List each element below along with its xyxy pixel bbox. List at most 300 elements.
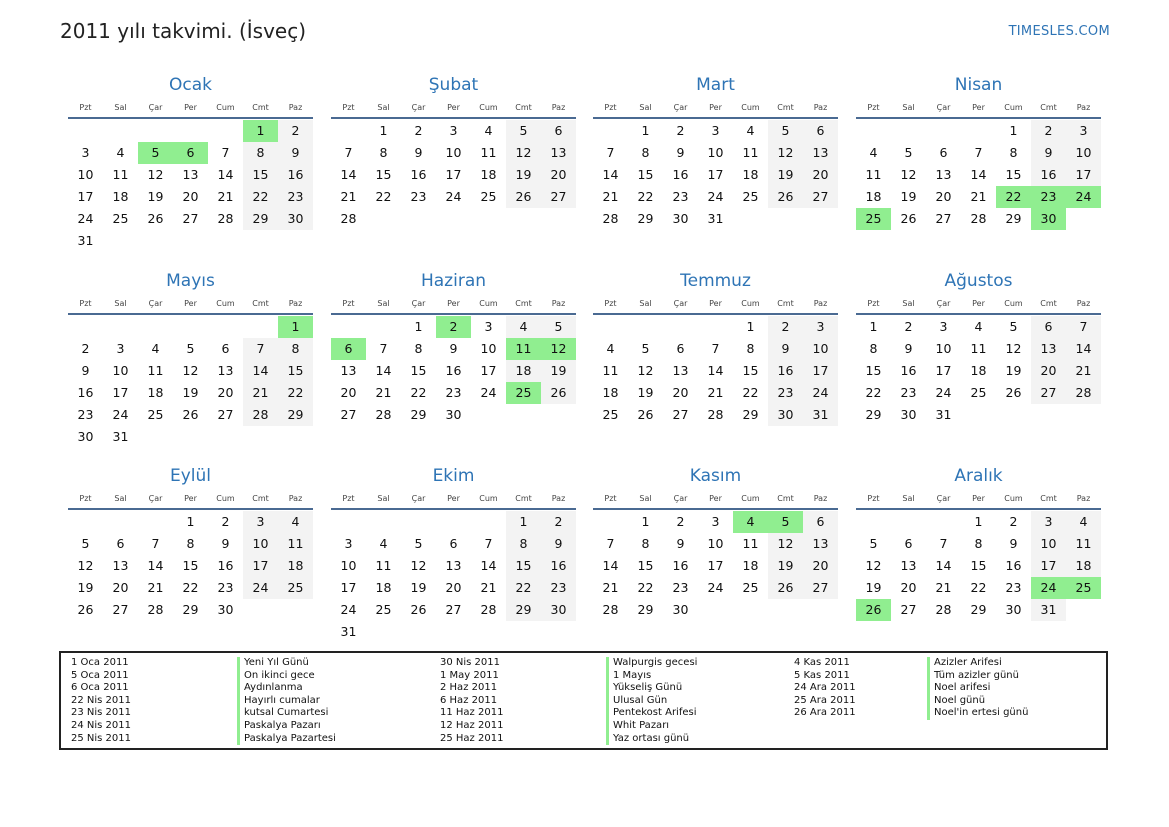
day-cell: 19 (637, 385, 654, 400)
legend-date: 5 Oca 2011 (71, 669, 129, 681)
empty-cell (138, 120, 173, 142)
legend-holiday-name: Hayırlı cumalar (237, 695, 320, 708)
empty-cell (138, 511, 173, 533)
day-cell: 18 (506, 360, 541, 382)
day-cell: 2 (676, 123, 685, 138)
day-cell: 19 (865, 580, 882, 595)
day-cell: 22 (865, 385, 882, 400)
day-cell: 25 (375, 602, 392, 617)
day-cell: 18 (278, 555, 313, 577)
day-cell: 13 (445, 558, 462, 573)
day-cell: 15 (865, 363, 882, 378)
day-cell: 18 (602, 385, 619, 400)
month-name: Ağustos (944, 271, 1013, 291)
holiday-day-cell: 23 (1031, 186, 1066, 208)
holiday-day-cell: 4 (733, 511, 768, 533)
holiday-day-cell: 30 (1031, 208, 1066, 230)
day-cell: 1 (1009, 123, 1018, 138)
weekday-label: Çar (148, 493, 163, 503)
day-cell: 29 (637, 602, 654, 617)
day-cell: 13 (541, 142, 576, 164)
day-cell: 3 (344, 536, 353, 551)
weekday-label: Pzt (79, 102, 92, 112)
day-cell: 21 (480, 580, 497, 595)
day-cell: 8 (974, 536, 983, 551)
weekday-label: Sal (114, 493, 127, 503)
legend-date: 24 Ara 2011 (794, 682, 856, 694)
day-cell: 14 (217, 167, 234, 182)
day-cell: 27 (803, 577, 838, 599)
empty-cell (856, 120, 891, 142)
day-cell: 1 (869, 319, 878, 334)
weekday-header (331, 97, 576, 119)
day-cell: 12 (410, 558, 427, 573)
day-cell: 12 (637, 363, 654, 378)
day-cell: 5 (541, 316, 576, 338)
day-cell: 27 (1031, 382, 1066, 404)
weekday-label: Paz (813, 493, 828, 503)
weekday-label: Cmt (515, 102, 532, 112)
day-cell: 17 (935, 363, 952, 378)
day-cell: 10 (340, 558, 357, 573)
legend-holiday-name: Noel'in ertesi günü (927, 707, 1028, 720)
day-grid (593, 511, 838, 621)
day-cell: 2 (278, 120, 313, 142)
day-cell: 17 (1066, 164, 1101, 186)
day-cell: 10 (77, 167, 94, 182)
weekday-label: Cum (216, 298, 235, 308)
weekday-label: Sal (639, 102, 652, 112)
day-cell: 26 (637, 407, 654, 422)
month-9 (68, 391, 313, 621)
weekday-label: Pzt (79, 298, 92, 308)
weekday-label: Cum (1004, 102, 1023, 112)
holiday-day-cell: 1 (243, 120, 278, 142)
legend-holiday-name: Paskalya Pazartesi (237, 733, 336, 746)
day-cell: 11 (970, 341, 987, 356)
holiday-day-cell: 26 (856, 599, 891, 621)
day-cell: 6 (803, 120, 838, 142)
day-cell: 25 (278, 577, 313, 599)
weekday-label: Paz (1076, 298, 1091, 308)
day-cell: 1 (186, 514, 195, 529)
day-cell: 20 (217, 385, 234, 400)
legend-date: 1 Oca 2011 (71, 657, 129, 668)
day-cell: 6 (939, 145, 948, 160)
weekday-label: Cum (1004, 298, 1023, 308)
weekday-header (856, 97, 1101, 119)
day-cell: 14 (147, 558, 164, 573)
day-cell: 13 (182, 167, 199, 182)
day-cell: 7 (974, 145, 983, 160)
day-cell: 9 (1031, 142, 1066, 164)
empty-cell (103, 120, 138, 142)
day-cell: 3 (116, 341, 125, 356)
day-cell: 7 (221, 145, 230, 160)
holiday-legend (59, 651, 1108, 750)
legend-date: 6 Haz 2011 (440, 694, 498, 706)
day-cell: 1 (974, 514, 983, 529)
day-cell: 22 (637, 580, 654, 595)
day-cell: 26 (768, 577, 803, 599)
day-cell: 2 (1009, 514, 1018, 529)
day-cell: 25 (480, 189, 497, 204)
day-cell: 29 (1005, 211, 1022, 226)
weekday-label: Pzt (79, 493, 92, 503)
day-cell: 10 (112, 363, 129, 378)
legend-date: 25 Haz 2011 (440, 732, 504, 744)
legend-holiday-name: Ulusal Gün (606, 695, 667, 708)
empty-cell (856, 511, 891, 533)
day-cell: 1 (379, 123, 388, 138)
weekday-label: Cum (741, 493, 760, 503)
empty-cell (366, 511, 401, 533)
weekday-label: Cum (479, 298, 498, 308)
day-cell: 9 (414, 145, 423, 160)
month-name: Kasım (689, 466, 742, 486)
day-cell: 19 (900, 189, 917, 204)
day-cell: 19 (506, 164, 541, 186)
day-cell: 15 (970, 558, 987, 573)
day-cell: 10 (1031, 533, 1066, 555)
day-cell: 20 (935, 189, 952, 204)
day-cell: 8 (278, 338, 313, 360)
day-cell: 29 (410, 407, 427, 422)
day-cell: 30 (1005, 602, 1022, 617)
day-cell: 27 (340, 407, 357, 422)
day-cell: 5 (414, 536, 423, 551)
day-cell: 27 (803, 186, 838, 208)
day-cell: 22 (742, 385, 759, 400)
holiday-day-cell: 24 (1031, 577, 1066, 599)
month-name: Şubat (428, 75, 479, 95)
day-cell: 26 (900, 211, 917, 226)
day-cell: 11 (278, 533, 313, 555)
day-cell: 28 (1066, 382, 1101, 404)
day-cell: 13 (112, 558, 129, 573)
day-cell: 24 (112, 407, 129, 422)
weekday-label: Paz (1076, 493, 1091, 503)
day-cell: 13 (672, 363, 689, 378)
legend-date: 1 May 2011 (440, 669, 499, 681)
brand-link[interactable]: TIMESLES.COM (1008, 24, 1110, 39)
weekday-label: Sal (377, 298, 390, 308)
day-cell: 11 (1066, 533, 1101, 555)
day-cell: 5 (506, 120, 541, 142)
day-cell: 15 (1005, 167, 1022, 182)
day-cell: 2 (541, 511, 576, 533)
day-cell: 5 (186, 341, 195, 356)
holiday-day-cell: 25 (856, 208, 891, 230)
day-cell: 27 (445, 602, 462, 617)
empty-cell (628, 316, 663, 338)
day-cell: 30 (672, 602, 689, 617)
day-cell: 7 (484, 536, 493, 551)
day-cell: 22 (410, 385, 427, 400)
day-cell: 15 (278, 360, 313, 382)
day-cell: 3 (243, 511, 278, 533)
legend-holiday-name: Whit Pazarı (606, 720, 669, 733)
day-cell: 23 (672, 189, 689, 204)
day-cell: 23 (410, 189, 427, 204)
day-cell: 12 (1005, 341, 1022, 356)
day-cell: 30 (77, 429, 94, 444)
day-cell: 24 (243, 577, 278, 599)
month-name: Eylül (169, 466, 212, 486)
day-cell: 2 (904, 319, 913, 334)
day-cell: 13 (803, 142, 838, 164)
day-cell: 21 (243, 382, 278, 404)
day-cell: 24 (340, 602, 357, 617)
weekday-label: Per (447, 298, 460, 308)
day-cell: 7 (379, 341, 388, 356)
weekday-label: Per (184, 493, 197, 503)
day-cell: 4 (379, 536, 388, 551)
weekday-label: Cmt (1040, 102, 1057, 112)
weekday-label: Çar (673, 298, 688, 308)
day-cell: 9 (1009, 536, 1018, 551)
day-cell: 10 (445, 145, 462, 160)
day-cell: 28 (243, 404, 278, 426)
day-cell: 24 (480, 385, 497, 400)
day-cell: 17 (803, 360, 838, 382)
weekday-label: Per (972, 493, 985, 503)
day-cell: 25 (742, 580, 759, 595)
day-cell: 24 (707, 189, 724, 204)
day-cell: 3 (711, 123, 720, 138)
day-cell: 9 (449, 341, 458, 356)
legend-holiday-name: Paskalya Pazarı (237, 720, 321, 733)
day-cell: 15 (375, 167, 392, 182)
day-cell: 13 (340, 363, 357, 378)
day-cell: 16 (672, 167, 689, 182)
day-cell: 11 (480, 145, 497, 160)
holiday-day-cell: 6 (331, 338, 366, 360)
day-cell: 28 (480, 602, 497, 617)
weekday-header (856, 488, 1101, 510)
day-cell: 27 (112, 602, 129, 617)
day-cell: 26 (506, 186, 541, 208)
day-cell: 6 (116, 536, 125, 551)
day-cell: 10 (803, 338, 838, 360)
holiday-day-cell: 1 (278, 316, 313, 338)
day-cell: 8 (1009, 145, 1018, 160)
day-cell: 3 (939, 319, 948, 334)
day-cell: 15 (637, 167, 654, 182)
legend-holiday-name: Aydınlanma (237, 682, 303, 695)
empty-cell (208, 120, 243, 142)
day-cell: 14 (1066, 338, 1101, 360)
day-cell: 8 (379, 145, 388, 160)
weekday-label: Çar (936, 493, 951, 503)
day-cell: 10 (707, 536, 724, 551)
day-cell: 17 (77, 189, 94, 204)
day-cell: 14 (602, 167, 619, 182)
day-cell: 4 (1066, 511, 1101, 533)
day-cell: 11 (742, 145, 759, 160)
day-cell: 21 (707, 385, 724, 400)
day-cell: 28 (602, 211, 619, 226)
day-cell: 28 (340, 211, 357, 226)
weekday-label: Per (972, 102, 985, 112)
day-cell: 16 (77, 385, 94, 400)
weekday-header (593, 293, 838, 315)
weekday-label: Cum (216, 493, 235, 503)
day-cell: 22 (637, 189, 654, 204)
weekday-label: Cmt (1040, 298, 1057, 308)
day-cell: 25 (970, 385, 987, 400)
day-cell: 26 (147, 211, 164, 226)
day-cell: 3 (484, 319, 493, 334)
weekday-label: Paz (551, 298, 566, 308)
day-cell: 15 (742, 363, 759, 378)
day-cell: 20 (803, 555, 838, 577)
day-cell: 19 (1005, 363, 1022, 378)
day-cell: 5 (768, 120, 803, 142)
day-cell: 10 (707, 145, 724, 160)
day-cell: 29 (742, 407, 759, 422)
day-cell: 17 (112, 385, 129, 400)
day-cell: 9 (676, 536, 685, 551)
day-cell: 24 (935, 385, 952, 400)
month-name: Temmuz (680, 271, 751, 291)
day-cell: 18 (1066, 555, 1101, 577)
empty-cell (401, 511, 436, 533)
day-cell: 24 (445, 189, 462, 204)
holiday-day-cell: 5 (768, 511, 803, 533)
day-cell: 18 (970, 363, 987, 378)
legend-holiday-name: Yaz ortası günü (606, 733, 689, 746)
empty-cell (698, 316, 733, 338)
day-cell: 11 (147, 363, 164, 378)
weekday-label: Sal (114, 102, 127, 112)
empty-cell (331, 316, 366, 338)
day-cell: 21 (1066, 360, 1101, 382)
weekday-label: Sal (377, 102, 390, 112)
day-cell: 13 (803, 533, 838, 555)
day-cell: 8 (641, 145, 650, 160)
weekday-label: Paz (813, 298, 828, 308)
day-cell: 22 (375, 189, 392, 204)
day-cell: 1 (641, 514, 650, 529)
weekday-label: Paz (288, 493, 303, 503)
day-cell: 27 (672, 407, 689, 422)
day-cell: 4 (606, 341, 615, 356)
empty-cell (103, 511, 138, 533)
month-name: Nisan (954, 75, 1003, 95)
month-name: Aralık (954, 466, 1003, 486)
day-cell: 3 (803, 316, 838, 338)
day-cell: 20 (803, 164, 838, 186)
day-cell: 11 (742, 536, 759, 551)
legend-holiday-name: Noel günü (927, 695, 985, 708)
day-cell: 27 (182, 211, 199, 226)
weekday-header (593, 488, 838, 510)
empty-cell (331, 511, 366, 533)
legend-holiday-name: kutsal Cumartesi (237, 707, 328, 720)
day-cell: 9 (541, 533, 576, 555)
holiday-day-cell: 6 (173, 142, 208, 164)
day-cell: 23 (217, 580, 234, 595)
day-cell: 17 (480, 363, 497, 378)
day-cell: 1 (746, 319, 755, 334)
day-cell: 12 (768, 533, 803, 555)
empty-cell (138, 316, 173, 338)
month-11 (593, 391, 838, 621)
legend-holiday-name: Noel arifesi (927, 682, 990, 695)
legend-holiday-name: 1 Mayıs (606, 670, 651, 683)
day-cell: 31 (112, 429, 129, 444)
day-cell: 6 (676, 341, 685, 356)
day-cell: 26 (77, 602, 94, 617)
day-cell: 16 (410, 167, 427, 182)
weekday-label: Çar (148, 298, 163, 308)
day-cell: 7 (939, 536, 948, 551)
weekday-label: Paz (551, 493, 566, 503)
day-cell: 16 (768, 360, 803, 382)
weekday-label: Paz (288, 298, 303, 308)
legend-date: 5 Kas 2011 (794, 669, 850, 681)
weekday-label: Cmt (515, 298, 532, 308)
day-cell: 23 (1005, 580, 1022, 595)
day-cell: 23 (768, 382, 803, 404)
day-cell: 7 (1066, 316, 1101, 338)
day-cell: 12 (900, 167, 917, 182)
weekday-label: Pzt (342, 102, 355, 112)
day-cell: 2 (221, 514, 230, 529)
day-cell: 13 (900, 558, 917, 573)
day-cell: 14 (707, 363, 724, 378)
day-cell: 2 (676, 514, 685, 529)
weekday-label: Sal (902, 493, 915, 503)
weekday-label: Per (972, 298, 985, 308)
day-cell: 18 (147, 385, 164, 400)
day-cell: 29 (506, 599, 541, 621)
day-cell: 25 (147, 407, 164, 422)
legend-holiday-name: Pentekost Arifesi (606, 707, 697, 720)
day-cell: 20 (672, 385, 689, 400)
legend-date: 26 Ara 2011 (794, 707, 856, 719)
weekday-header (68, 97, 313, 119)
day-cell: 31 (935, 407, 952, 422)
day-cell: 6 (221, 341, 230, 356)
weekday-header (68, 488, 313, 510)
day-cell: 29 (243, 208, 278, 230)
weekday-header (331, 293, 576, 315)
legend-holiday-name: Walpurgis gecesi (606, 657, 697, 670)
empty-cell (366, 316, 401, 338)
empty-cell (436, 511, 471, 533)
day-cell: 16 (672, 558, 689, 573)
weekday-label: Pzt (867, 493, 880, 503)
day-cell: 14 (243, 360, 278, 382)
weekday-label: Çar (673, 102, 688, 112)
day-cell: 15 (410, 363, 427, 378)
legend-date: 6 Oca 2011 (71, 682, 129, 694)
day-cell: 18 (480, 167, 497, 182)
legend-date: 24 Nis 2011 (71, 720, 131, 731)
day-cell: 11 (602, 363, 619, 378)
empty-cell (103, 316, 138, 338)
day-cell: 12 (182, 363, 199, 378)
day-cell: 12 (865, 558, 882, 573)
empty-cell (243, 316, 278, 338)
weekday-label: Pzt (604, 102, 617, 112)
day-cell: 23 (900, 385, 917, 400)
weekday-label: Pzt (342, 493, 355, 503)
day-cell: 21 (970, 189, 987, 204)
day-cell: 10 (935, 341, 952, 356)
